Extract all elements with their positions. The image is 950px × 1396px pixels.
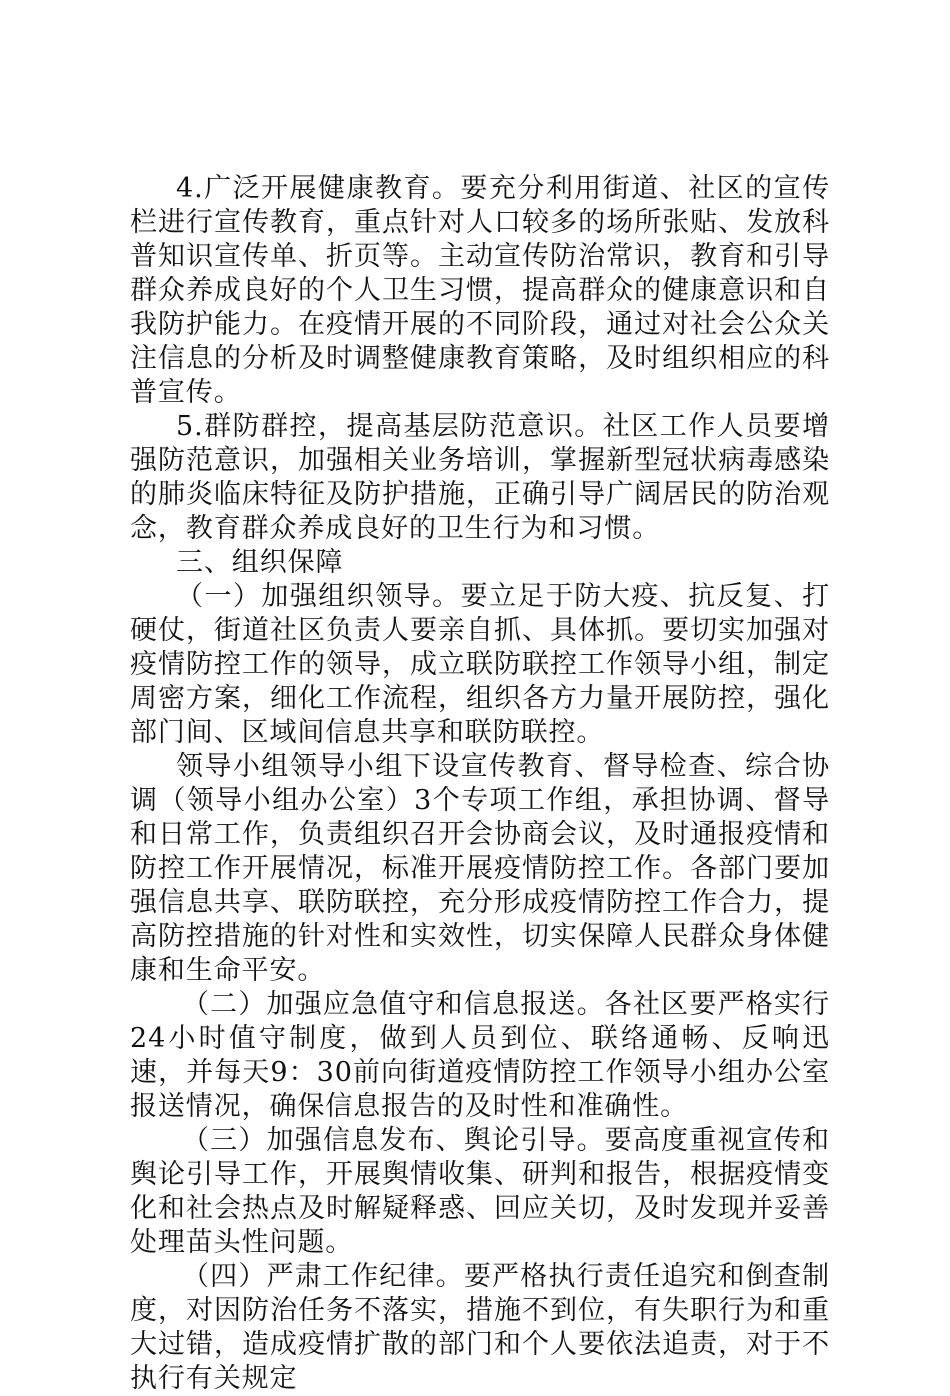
- paragraph-group-prevention: 5.群防群控，提高基层防范意识。社区工作人员要增强防范意识，加强相关业务培训，掌握新型冠状病毒感染的肺炎临床特征及防护措施，正确引导广阔居民的防治观念，教育群众养成良好的卫生行为和习惯。: [130, 411, 830, 544]
- paragraph-health-education: 4.广泛开展健康教育。要充分利用街道、社区的宣传栏进行宣传教育，重点针对人口较多的场所张贴、发放科普知识宣传单、折页等。主动宣传防治常识，教育和引导群众养成良好的个人卫生习惯，提高群众的健康意识和自我防护能力。在疫情开展的不同阶段，通过对社会公众关注信息的分析及时调整健康教育策略，及时组织相应的科普宣传。: [130, 173, 830, 408]
- paragraph-leadership: （一）加强组织领导。要立足于防大疫、抗反复、打硬仗，街道社区负责人要亲自抓、具体抓。要切实加强对疫情防控工作的领导，成立联防联控工作领导小组，制定周密方案，细化工作流程，组织各方力量开展防控，强化部门间、区域间信息共享和联防联控。: [130, 581, 830, 748]
- paragraph-work-discipline: （四）严肃工作纪律。要严格执行责任追究和倒查制度，对因防治任务不落实，措施不到位，有失职行为和重大过错，造成疫情扩散的部门和个人要依法追责，对于不执行有关规定: [130, 1261, 830, 1394]
- paragraph-information-release: （三）加强信息发布、舆论引导。要高度重视宣传和舆论引导工作，开展舆情收集、研判和报告，根据疫情变化和社会热点及时解疑释惑、回应关切，及时发现并妥善处理苗头性问题。: [130, 1125, 830, 1258]
- paragraph-leading-group: 领导小组领导小组下设宣传教育、督导检查、综合协调（领导小组办公室）3个专项工作组，承担协调、督导和日常工作，负责组织召开会协商会议，及时通报疫情和防控工作开展情况，标准开展疫情防控工作。各部门要加强信息共享、联防联控，充分形成疫情防控工作合力，提高防控措施的针对性和实效性，切实保障人民群众身体健康和生命平安。: [130, 751, 830, 986]
- paragraph-emergency-duty: （二）加强应急值守和信息报送。各社区要严格实行24小时值守制度，做到人员到位、联络通畅、反响迅速，并每天9：30前向街道疫情防控工作领导小组办公室报送情况，确保信息报告的及时性和准确性。: [130, 989, 830, 1122]
- section-heading-organization: 三、组织保障: [176, 547, 344, 578]
- document-body: [130, 172, 830, 1396]
